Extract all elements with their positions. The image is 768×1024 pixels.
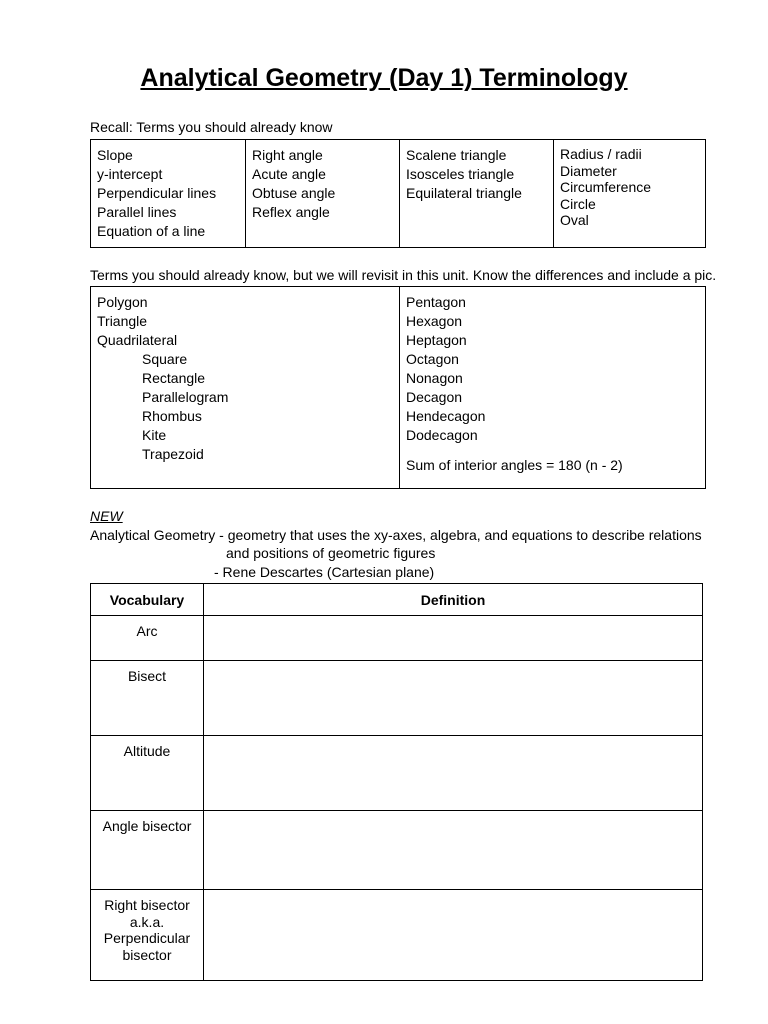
table-row [91, 890, 703, 981]
new-label: NEW [90, 508, 123, 524]
revisit-term: Triangle [97, 313, 148, 329]
definition-cell[interactable] [204, 890, 703, 981]
recall-term: Slope [97, 147, 133, 163]
recall-term: Oval [560, 212, 589, 228]
revisit-intro: Terms you should already know, but we will revisit in this unit. Know the differences and include a pic. [90, 267, 717, 283]
recall-term: Perpendicular lines [97, 185, 217, 201]
term-label: Perpendicular [103, 930, 191, 946]
revisit-term: Polygon [97, 294, 148, 310]
recall-intro: Recall: Terms you should already know [90, 119, 333, 135]
recall-term: Acute angle [252, 166, 326, 182]
recall-term: Equation of a line [97, 223, 206, 239]
recall-term: Right angle [252, 147, 323, 163]
revisit-term: Heptagon [406, 332, 467, 348]
revisit-term: Octagon [406, 351, 459, 367]
table-row [91, 811, 703, 890]
recall-term: Obtuse angle [252, 185, 336, 201]
revisit-subterm: Rhombus [142, 408, 202, 424]
interior-angle-formula: Sum of interior angles = 180 (n - 2) [406, 457, 623, 473]
term-label: Altitude [123, 743, 171, 759]
revisit-term: Hexagon [406, 313, 463, 329]
recall-column-lines [91, 140, 245, 247]
recall-term: Radius / radii [560, 146, 642, 162]
table-row [91, 736, 703, 811]
table-row [91, 661, 703, 736]
vocabulary-header: Vocabulary [91, 584, 204, 616]
recall-term: Diameter [560, 162, 617, 179]
vocabulary-table [90, 583, 703, 981]
recall-table [90, 139, 706, 248]
revisit-table [90, 286, 706, 489]
term-cell [91, 890, 204, 981]
definition-line-1: Analytical Geometry - geometry that uses the xy-axes, algebra, and equations to describe relations [90, 527, 702, 543]
vocabulary-header-row [91, 584, 703, 616]
revisit-term: Nonagon [406, 370, 463, 386]
recall-column-angles [245, 140, 399, 247]
definition-cell[interactable] [204, 661, 703, 736]
revisit-term: Hendecagon [406, 408, 486, 424]
definition-cell[interactable] [204, 616, 703, 661]
term-cell [91, 616, 204, 661]
definition-cell[interactable] [204, 811, 703, 890]
revisit-subterm: Square [142, 351, 188, 367]
revisit-column-named-polygons [399, 287, 705, 488]
page-title: Analytical Geometry (Day 1) Terminology [140, 64, 628, 92]
revisit-subterm: Kite [142, 427, 167, 443]
revisit-subterm: Rectangle [142, 370, 206, 386]
recall-column-triangles [399, 140, 553, 247]
revisit-subterm: Parallelogram [142, 389, 229, 405]
revisit-subterm: Trapezoid [142, 446, 204, 462]
definition-line-2: and positions of geometric figures [226, 545, 436, 561]
term-label: Right bisector [104, 897, 190, 913]
definition-header: Definition [204, 584, 703, 616]
recall-term: Equilateral triangle [406, 185, 522, 201]
recall-term: Scalene triangle [406, 147, 507, 163]
recall-column-circles [553, 140, 705, 247]
term-label: bisector [122, 946, 172, 963]
term-label: Arc [136, 623, 158, 639]
recall-term: Circumference [560, 179, 652, 195]
revisit-term: Decagon [406, 389, 463, 405]
revisit-term: Quadrilateral [97, 332, 178, 348]
recall-term: Isosceles triangle [406, 166, 515, 182]
term-label: a.k.a. [129, 913, 165, 930]
definition-cell[interactable] [204, 736, 703, 811]
term-label: Angle bisector [102, 818, 192, 834]
term-cell [91, 811, 204, 890]
recall-term: y-intercept [97, 166, 163, 182]
term-cell [91, 661, 204, 736]
recall-term: Parallel lines [97, 204, 177, 220]
recall-term: Reflex angle [252, 204, 330, 220]
term-label: Bisect [127, 668, 167, 684]
table-row [91, 616, 703, 661]
recall-term: Circle [560, 195, 596, 212]
term-cell [91, 736, 204, 811]
revisit-term: Pentagon [406, 294, 466, 310]
definition-attribution: - Rene Descartes (Cartesian plane) [214, 564, 435, 580]
revisit-term: Dodecagon [406, 427, 478, 443]
revisit-column-polygons [91, 287, 399, 488]
